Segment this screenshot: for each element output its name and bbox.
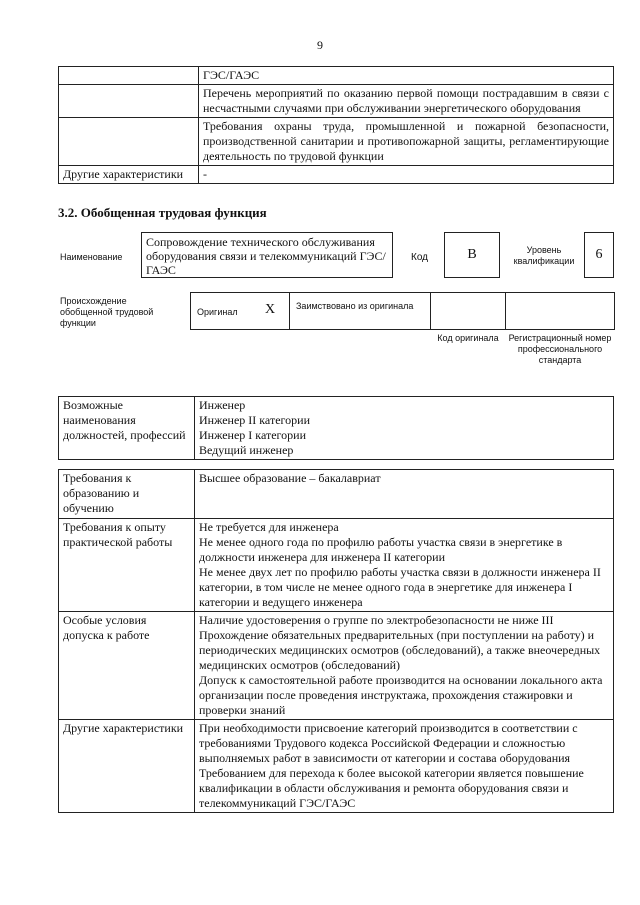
table-row (59, 397, 614, 460)
level-value: 6 (584, 232, 614, 278)
list-item: Инженер II категории (199, 413, 310, 427)
requirement-value (195, 720, 614, 813)
name-label: Наименование (60, 252, 123, 262)
original-mark: Х (265, 302, 276, 317)
requirement-value (195, 612, 614, 720)
list-item: При необходимости присвоение категорий производится в соответствии с требованиями Трудового кодекса Российской Федерации и сложностью выполняемых работ в зависимости от категории и состава оборудования (199, 721, 578, 765)
requirement-value (195, 470, 614, 519)
table-cell (59, 85, 199, 118)
requirement-label: Требования к опыту практической работы (59, 519, 195, 612)
list-item: Прохождение обязательных предварительных (при поступлении на работу) и периодических медицинских осмотров (обследований), а также внеочередных медицинских осмотров (обследований) (199, 628, 601, 672)
function-name: Сопровождение технического обслуживания оборудования связи и телекоммуникаций ГЭС/ГАЭС (141, 232, 393, 278)
table-row (59, 720, 614, 813)
requirement-label: Требования к образованию и обучению (59, 470, 195, 519)
reg-number-caption: Регистрационный номер профессионального стандарта (508, 333, 612, 365)
table-row (59, 118, 614, 166)
table-cell: Другие характеристики (59, 166, 199, 184)
positions-table (58, 396, 614, 460)
list-item: Допуск к самостоятельной работе производится на основании локального акта организации после проведения инструктажа, прохождения стажировки и проверки знаний (199, 673, 603, 717)
requirement-label: Другие характеристики (59, 720, 195, 813)
borrowed-label: Заимствовано из оригинала (296, 301, 414, 311)
requirements-table (58, 469, 614, 813)
code-value: В (444, 232, 500, 278)
table-cell: Требования охраны труда, промышленной и пожарной безопасности, производственной санитарии и противопожарной защиты, регламентирующие деятельность по трудовой функции (199, 118, 614, 166)
section-title: 3.2. Обобщенная трудовая функция (58, 205, 267, 220)
table-row (59, 470, 614, 519)
list-item: Не менее двух лет по профилю работы участка связи в должности инженера II категории, в том числе не менее одного года в энергетике для инженера I категории и ведущего инженера (199, 565, 601, 609)
original-label: Оригинал (197, 307, 238, 317)
table-cell: ГЭС/ГАЭС (199, 67, 614, 85)
requirement-label: Особые условия допуска к работе (59, 612, 195, 720)
list-item: Не требуется для инженера (199, 520, 339, 534)
table-cell: Перечень мероприятий по оказанию первой помощи пострадавшим в связи с несчастными случаями при обслуживании энергетического оборудования (199, 85, 614, 118)
table-row (59, 85, 614, 118)
page-number: 9 (317, 38, 323, 52)
list-item: Требованием для перехода к более высокой категории является повышение квалификации в области обслуживания и ремонта оборудования связи и телекоммуникаций ГЭС/ГАЭС (199, 766, 584, 810)
borrowed-cell (289, 292, 431, 330)
original-cell (190, 292, 290, 330)
top-table (58, 66, 614, 184)
code-label: Код (411, 252, 429, 263)
table-cell: - (199, 166, 614, 184)
level-label: Уровень квалификации (513, 245, 575, 266)
table-row (59, 67, 614, 85)
table-row (59, 612, 614, 720)
list-item: Инженер (199, 398, 246, 412)
positions-label: Возможные наименования должностей, профессий (59, 397, 195, 460)
origin-label: Происхождение обобщенной трудовой функции (60, 296, 154, 328)
table-cell (59, 67, 199, 85)
list-item: Инженер I категории (199, 428, 306, 442)
reg-number-cell (505, 292, 615, 330)
code-original-caption: Код оригинала (437, 333, 499, 343)
positions-list (195, 397, 614, 460)
table-row (59, 519, 614, 612)
code-original-cell (430, 292, 506, 330)
list-item: Высшее образование – бакалавриат (199, 471, 381, 485)
table-row (59, 166, 614, 184)
list-item: Наличие удостоверения о группе по электробезопасности не ниже III (199, 613, 554, 627)
table-cell (59, 118, 199, 166)
list-item: Не менее одного года по профилю работы участка связи в энергетике в должности инженера для инженера II категории (199, 535, 563, 564)
list-item: Ведущий инженер (199, 443, 294, 457)
requirement-value (195, 519, 614, 612)
